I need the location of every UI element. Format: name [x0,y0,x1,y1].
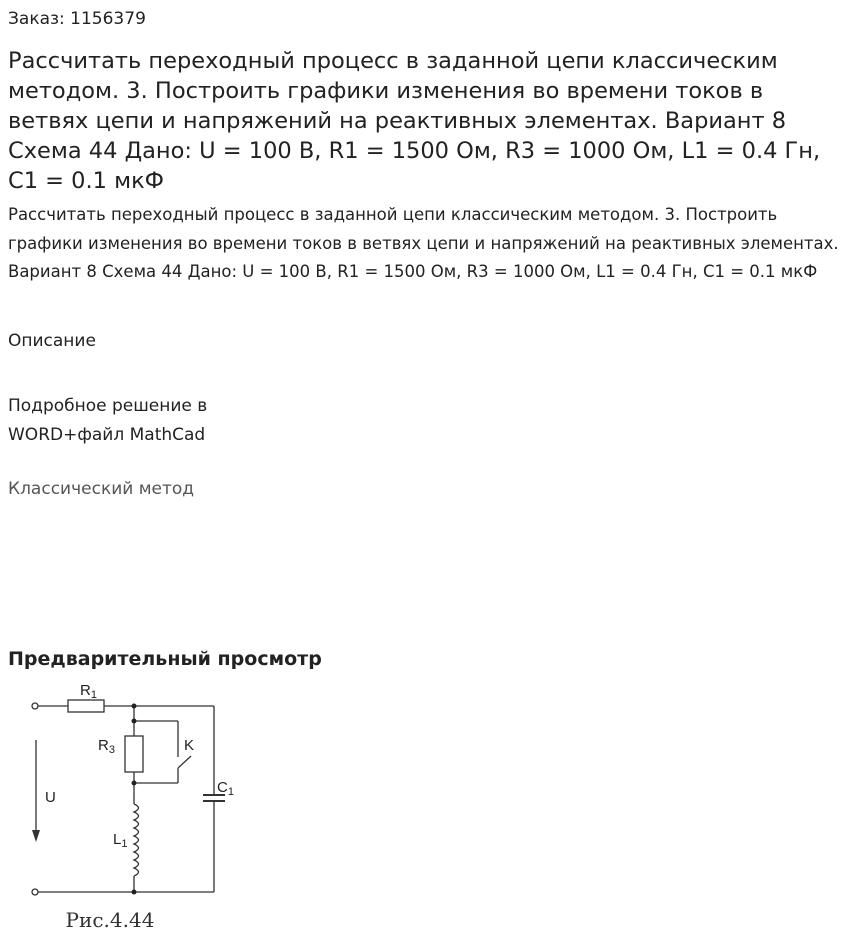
resistor-r1 [68,700,104,712]
page-title: Рассчитать переходный процесс в заданной цепи классическим методом. 3. Построить графики изменения во времени токов в ветвях цепи и напряжений на реактивных элементах. Вариант 8 Схема 44 Дано: U = 100 В, R1 = 1500 Ом, R3 = 1000 Ом, L1 = 0.4 Гн, C1 = 0.1 мкФ [8,48,821,194]
svg-text:R1: $R_1$ [80,682,97,701]
preview-heading: Предварительный просмотр [8,648,322,670]
voltage-arrow [32,830,40,842]
circuit-diagram [20,672,245,907]
figure-caption: Рис.4.44 [65,908,155,932]
order-number: Заказ: 1156379 [8,9,146,29]
svg-text:R3: $R_3$ [98,737,115,756]
description-body: Подробное решение в WORD+файл MathCad [8,396,208,445]
description-heading: Описание [8,331,96,351]
circuit-preview-image [20,672,245,940]
svg-text:K: K [184,737,195,754]
method-label: Классический метод [8,479,195,499]
task-summary: Рассчитать переходный процесс в заданной цепи классическим методом. 3. Построить графики изменения во времени токов в ветвях цепи и напряжений на реактивных элементах. Вариант 8 Схема 44 Дано: U = 100 В, R1 = 1500 Ом, R3 = 1000 Ом, L1 = 0.4 Гн, C1 = 0.1 мкФ [8,205,839,281]
svg-text:U: U [45,789,56,806]
switch-k [178,756,191,768]
inductor-l1 [134,804,139,876]
resistor-r3 [125,736,143,772]
svg-text:L1: $L_1$ [113,831,128,850]
svg-text:C1: $C_1$ [217,779,234,798]
